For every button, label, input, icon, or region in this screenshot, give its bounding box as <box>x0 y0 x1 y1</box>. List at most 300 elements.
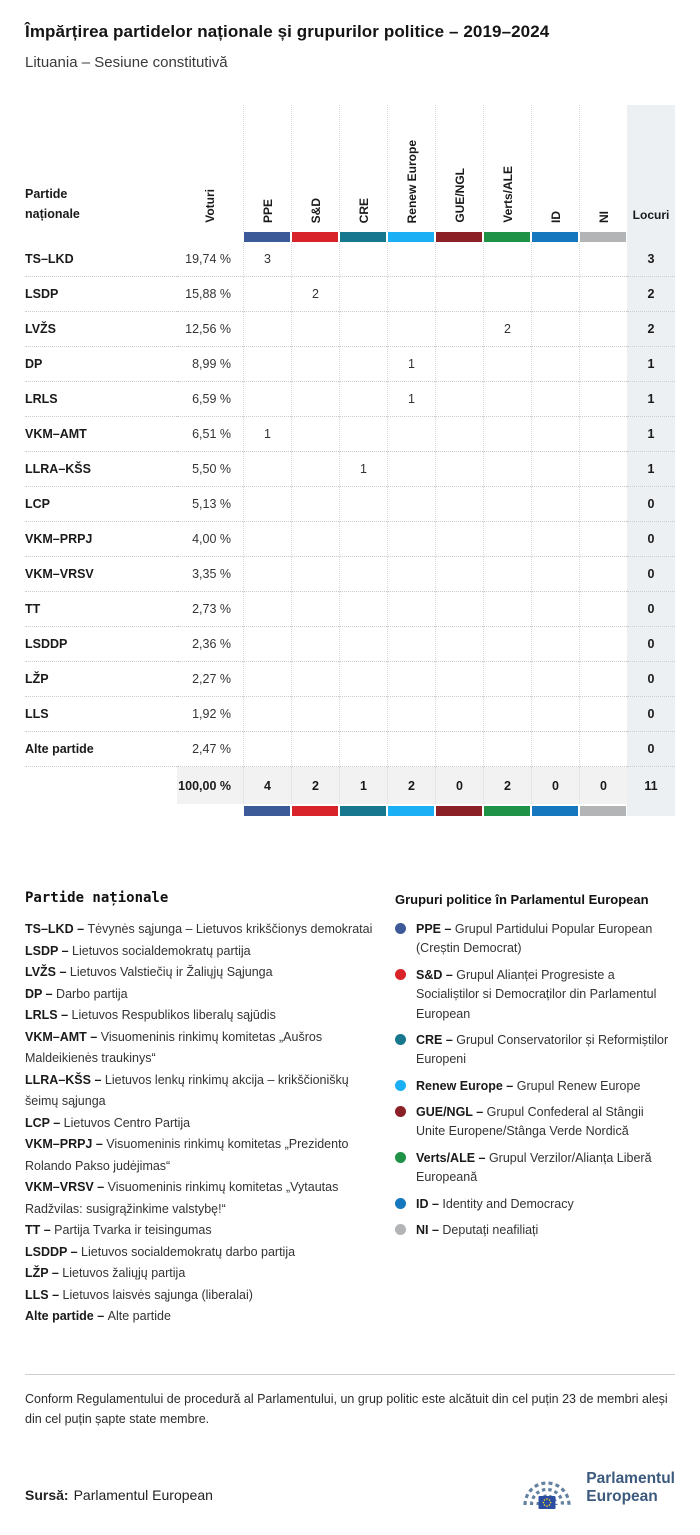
group-color-bar <box>484 806 530 816</box>
party-name-cell: LSDDP <box>25 627 177 662</box>
group-legend-item <box>395 1195 675 1214</box>
party-abbr: LCP – <box>25 1115 64 1130</box>
footnote: Conform Regulamentului de procedură al Parlamentului, un grup politic este alcătuit din cel puțin 23 de membri aleși din cel puțin șapte state membre. <box>25 1391 668 1426</box>
group-abbr: Renew Europe – <box>416 1078 517 1093</box>
total-group-seats-cell: 4 <box>243 767 291 804</box>
group-seats-cell <box>483 417 531 452</box>
votes-cell: 1,92 % <box>177 697 243 732</box>
party-legend-item <box>25 984 375 1006</box>
group-legend-item <box>395 1077 675 1096</box>
group-col-header <box>579 105 627 232</box>
group-seats-cell <box>243 557 291 592</box>
party-legend-item <box>25 919 375 941</box>
group-color-bar-wrap <box>531 806 579 816</box>
party-abbr: TT – <box>25 1223 55 1237</box>
party-abbr: DP – <box>25 986 57 1001</box>
seats-cell: 0 <box>627 627 675 662</box>
bar-spacer <box>177 806 243 816</box>
group-seats-cell <box>339 592 387 627</box>
group-seats-cell <box>483 557 531 592</box>
group-legend <box>395 890 675 1328</box>
group-full-name: Identity and Democracy <box>442 1196 574 1211</box>
group-seats-cell <box>291 312 339 347</box>
group-seats-cell <box>387 452 435 487</box>
votes-cell: 2,36 % <box>177 627 243 662</box>
group-seats-cell <box>531 277 579 312</box>
party-col-header-line: naționale <box>25 207 80 221</box>
party-abbr: LRLS – <box>25 1008 72 1022</box>
group-col-header-label: Renew Europe <box>404 139 419 223</box>
group-seats-cell <box>291 242 339 277</box>
group-seats-cell <box>531 557 579 592</box>
group-seats-cell <box>339 382 387 417</box>
group-seats-cell: 1 <box>387 347 435 382</box>
group-seats-cell <box>243 347 291 382</box>
group-color-bar <box>244 232 290 242</box>
group-seats-cell <box>579 312 627 347</box>
bar-spacer <box>177 232 243 242</box>
group-seats-cell <box>579 487 627 522</box>
total-group-seats-cell: 0 <box>435 767 483 804</box>
group-legend-item <box>395 1103 675 1142</box>
group-seats-cell <box>387 697 435 732</box>
ep-hemicycle-icon <box>516 1465 576 1511</box>
ep-logo-line2: European <box>586 1487 658 1505</box>
group-seats-cell <box>435 487 483 522</box>
group-seats-cell <box>579 697 627 732</box>
group-seats-cell <box>531 732 579 767</box>
group-seats-cell <box>339 417 387 452</box>
party-legend-item <box>25 1005 375 1027</box>
group-col-header-label: NI <box>596 211 611 223</box>
group-seats-cell <box>339 242 387 277</box>
group-seats-cell <box>243 627 291 662</box>
group-seats-cell <box>291 347 339 382</box>
party-name-cell: LŽP <box>25 662 177 697</box>
party-legend-item <box>25 1027 375 1070</box>
seats-cell: 0 <box>627 592 675 627</box>
seats-cell: 1 <box>627 347 675 382</box>
group-color-bar-wrap <box>291 232 339 242</box>
group-seats-cell <box>387 242 435 277</box>
group-color-bar-wrap <box>579 806 627 816</box>
total-spacer <box>25 767 177 804</box>
group-color-bar-wrap <box>339 232 387 242</box>
group-seats-cell <box>531 697 579 732</box>
group-color-bar <box>340 232 386 242</box>
group-color-bar <box>292 232 338 242</box>
group-color-bar <box>580 806 626 816</box>
group-seats-cell <box>291 557 339 592</box>
group-seats-cell <box>531 522 579 557</box>
group-seats-cell <box>291 697 339 732</box>
party-abbr: LLRA–KŠS – <box>25 1072 105 1087</box>
group-seats-cell <box>435 347 483 382</box>
group-legend-title: Grupuri politice în Parlamentul European <box>395 892 649 907</box>
votes-cell: 19,74 % <box>177 242 243 277</box>
group-seats-cell <box>243 312 291 347</box>
party-full-name: Visuomeninis rinkimų komitetas „Aušros Maldeikienės traukinys“ <box>25 1029 323 1065</box>
group-seats-cell <box>387 662 435 697</box>
party-legend <box>25 890 375 1328</box>
group-seats-cell <box>435 452 483 487</box>
party-full-name: Partija Tvarka ir teisingumas <box>54 1223 212 1237</box>
group-seats-cell: 3 <box>243 242 291 277</box>
group-full-name: Deputați neafiliați <box>442 1222 539 1237</box>
group-seats-cell <box>531 452 579 487</box>
group-seats-cell <box>483 627 531 662</box>
group-color-dot <box>395 1152 406 1163</box>
group-seats-cell <box>387 417 435 452</box>
group-seats-cell <box>387 522 435 557</box>
votes-cell: 15,88 % <box>177 277 243 312</box>
party-full-name: Darbo partija <box>56 986 128 1001</box>
group-legend-text <box>416 1221 538 1240</box>
group-seats-cell <box>243 487 291 522</box>
bar-spacer <box>25 232 177 242</box>
group-full-name: Grupul Alianței Progresiste a Socialiștilor si Democraților din Parlamentul European <box>416 967 657 1021</box>
group-legend-text <box>416 1195 574 1214</box>
group-legend-item <box>395 1149 675 1188</box>
group-seats-cell <box>339 662 387 697</box>
group-col-header <box>435 105 483 232</box>
group-abbr: GUE/NGL – <box>416 1105 487 1119</box>
group-col-header-label: GUE/NGL <box>452 168 467 223</box>
votes-cell: 6,59 % <box>177 382 243 417</box>
votes-cell: 5,50 % <box>177 452 243 487</box>
source-label: Sursă: <box>25 1486 69 1503</box>
group-seats-cell <box>579 557 627 592</box>
group-legend-item <box>395 920 675 959</box>
group-color-bar-wrap <box>435 806 483 816</box>
total-seats-cell: 11 <box>627 767 675 804</box>
group-seats-cell <box>579 242 627 277</box>
party-full-name: Lietuvos žaliųjų partija <box>62 1266 186 1280</box>
group-col-header-label: Verts/ALE <box>500 166 515 223</box>
party-col-header <box>25 105 177 232</box>
party-full-name: Lietuvos socialdemokratų darbo partija <box>81 1244 296 1259</box>
group-color-bar-wrap <box>243 232 291 242</box>
group-legend-item <box>395 1221 675 1240</box>
votes-cell: 3,35 % <box>177 557 243 592</box>
group-abbr: Verts/ALE – <box>416 1150 489 1165</box>
party-abbr: LVŽS – <box>25 965 70 979</box>
party-abbr: LSDP – <box>25 943 73 958</box>
group-color-bar-wrap <box>483 806 531 816</box>
party-legend-item <box>25 1242 375 1264</box>
party-full-name: Alte partide <box>107 1309 171 1323</box>
seats-cell: 0 <box>627 522 675 557</box>
party-legend-item <box>25 962 375 984</box>
group-full-name: Grupul Partidului Popular European (Creștin Democrat) <box>416 922 653 956</box>
group-seats-cell <box>339 487 387 522</box>
group-seats-cell <box>243 382 291 417</box>
group-seats-cell <box>531 417 579 452</box>
votes-cell: 4,00 % <box>177 522 243 557</box>
seats-cell: 0 <box>627 732 675 767</box>
ep-logo-line1: Parlamentul <box>586 1469 675 1487</box>
group-seats-cell <box>291 592 339 627</box>
group-seats-cell <box>435 592 483 627</box>
group-color-bar <box>532 806 578 816</box>
eu-flag-icon <box>539 1496 556 1509</box>
group-seats-cell <box>579 522 627 557</box>
group-seats-cell <box>291 662 339 697</box>
group-color-bar-wrap <box>579 232 627 242</box>
group-full-name: Grupul Conservatorilor și Reformiștilor Europeni <box>416 1032 669 1067</box>
group-col-header-label: CRE <box>356 197 371 223</box>
group-seats-cell <box>579 277 627 312</box>
seats-cell: 2 <box>627 312 675 347</box>
group-seats-cell <box>243 452 291 487</box>
ep-logo <box>516 1465 675 1511</box>
party-name-cell: VKM–PRPJ <box>25 522 177 557</box>
group-color-bar-wrap <box>387 232 435 242</box>
group-seats-cell <box>339 312 387 347</box>
seats-cell: 0 <box>627 697 675 732</box>
group-seats-cell <box>387 487 435 522</box>
bar-spacer <box>25 806 177 816</box>
votes-cell: 2,27 % <box>177 662 243 697</box>
source-line <box>25 1487 213 1511</box>
group-legend-text <box>416 1031 675 1070</box>
group-seats-cell <box>531 382 579 417</box>
group-seats-cell <box>387 312 435 347</box>
group-col-header <box>243 105 291 232</box>
party-full-name: Tėvynės sąjunga – Lietuvos krikščionys demokratai <box>87 922 373 936</box>
group-legend-text <box>416 1103 675 1142</box>
group-seats-cell <box>435 382 483 417</box>
group-color-bar <box>244 806 290 816</box>
group-color-bar <box>388 232 434 242</box>
group-seats-cell <box>483 697 531 732</box>
group-seats-cell <box>243 697 291 732</box>
group-seats-cell <box>243 732 291 767</box>
group-seats-cell <box>531 487 579 522</box>
bar-spacer <box>627 806 675 816</box>
party-legend-item <box>25 1220 375 1242</box>
seats-cell: 1 <box>627 417 675 452</box>
group-seats-cell <box>243 277 291 312</box>
group-color-bar-wrap <box>531 232 579 242</box>
party-abbr: VKM–PRPJ – <box>25 1137 107 1151</box>
group-full-name: Grupul Confederal al Stângii Unite Europene/Stânga Verde Nordică <box>416 1105 644 1139</box>
group-color-bar-wrap <box>291 806 339 816</box>
group-col-header-label: PPE <box>260 198 275 223</box>
party-name-cell: Alte partide <box>25 732 177 767</box>
group-seats-cell <box>339 697 387 732</box>
group-seats-cell <box>291 627 339 662</box>
group-color-bar <box>388 806 434 816</box>
party-col-header-line: Partide <box>25 187 68 201</box>
group-color-dot <box>395 1034 406 1045</box>
group-color-bar <box>532 232 578 242</box>
group-seats-cell <box>435 557 483 592</box>
group-seats-cell <box>339 557 387 592</box>
votes-cell: 2,73 % <box>177 592 243 627</box>
party-legend-item <box>25 1113 375 1135</box>
group-col-header <box>387 105 435 232</box>
party-name-cell: LLRA–KŠS <box>25 452 177 487</box>
group-seats-cell <box>291 487 339 522</box>
group-seats-cell <box>483 732 531 767</box>
group-seats-cell <box>483 242 531 277</box>
group-legend-item <box>395 966 675 1024</box>
group-abbr: S&D – <box>416 967 457 982</box>
ep-logo-text <box>586 1470 675 1506</box>
group-seats-cell <box>243 662 291 697</box>
total-group-seats-cell: 1 <box>339 767 387 804</box>
seats-cell: 0 <box>627 557 675 592</box>
group-seats-cell <box>435 277 483 312</box>
group-seats-cell <box>483 347 531 382</box>
party-abbr: VKM–VRSV – <box>25 1180 108 1194</box>
party-name-cell: TS–LKD <box>25 242 177 277</box>
group-color-bar <box>436 232 482 242</box>
group-seats-cell <box>483 452 531 487</box>
seats-cell: 0 <box>627 662 675 697</box>
seats-cell: 2 <box>627 277 675 312</box>
group-seats-cell <box>339 627 387 662</box>
group-legend-text <box>416 966 675 1024</box>
party-name-cell: LRLS <box>25 382 177 417</box>
total-group-seats-cell: 2 <box>291 767 339 804</box>
group-seats-cell <box>387 627 435 662</box>
party-abbr: Alte partide – <box>25 1309 108 1323</box>
party-abbr: TS–LKD – <box>25 922 88 936</box>
footer-divider <box>25 1374 675 1375</box>
total-group-seats-cell: 0 <box>579 767 627 804</box>
group-seats-cell <box>483 522 531 557</box>
group-seats-cell <box>435 627 483 662</box>
group-seats-cell: 2 <box>483 312 531 347</box>
party-legend-item <box>25 941 375 963</box>
group-legend-list <box>395 920 675 1240</box>
party-full-name: Visuomeninis rinkimų komitetas „Prezidento Rolando Pakso judėjimas“ <box>25 1137 349 1173</box>
group-seats-cell <box>339 277 387 312</box>
votes-cell: 12,56 % <box>177 312 243 347</box>
group-seats-cell <box>291 452 339 487</box>
group-seats-cell <box>243 592 291 627</box>
results-table <box>25 105 675 816</box>
group-seats-cell <box>339 347 387 382</box>
group-col-header <box>291 105 339 232</box>
group-color-dot <box>395 969 406 980</box>
votes-cell: 8,99 % <box>177 347 243 382</box>
group-seats-cell <box>435 697 483 732</box>
group-color-bar-wrap <box>483 232 531 242</box>
party-abbr: LŽP – <box>25 1266 63 1280</box>
party-name-cell: LVŽS <box>25 312 177 347</box>
group-seats-cell <box>339 522 387 557</box>
group-col-header-label: S&D <box>308 197 323 223</box>
group-seats-cell <box>579 732 627 767</box>
party-name-cell: LLS <box>25 697 177 732</box>
party-full-name: Lietuvos laisvės sąjunga (liberalai) <box>62 1287 253 1302</box>
group-color-bar <box>292 806 338 816</box>
seats-cell: 1 <box>627 382 675 417</box>
group-full-name: Grupul Verzilor/Alianța Liberă Europeană <box>416 1150 652 1185</box>
group-col-header <box>339 105 387 232</box>
party-abbr: LLS – <box>25 1287 63 1302</box>
group-color-bar <box>340 806 386 816</box>
total-group-seats-cell: 2 <box>483 767 531 804</box>
group-color-bar-wrap <box>387 806 435 816</box>
group-color-bar-wrap <box>339 806 387 816</box>
group-seats-cell <box>387 277 435 312</box>
group-seats-cell <box>531 347 579 382</box>
group-legend-text <box>416 920 675 959</box>
group-col-header-label: ID <box>548 211 563 223</box>
group-seats-cell <box>579 592 627 627</box>
party-legend-item <box>25 1306 375 1328</box>
group-seats-cell <box>339 732 387 767</box>
group-color-dot <box>395 923 406 934</box>
group-color-dot <box>395 1106 406 1117</box>
party-abbr: VKM–AMT – <box>25 1029 101 1044</box>
party-full-name: Lietuvos Valstiečių ir Žaliųjų Sąjunga <box>69 965 273 979</box>
total-group-seats-cell: 2 <box>387 767 435 804</box>
party-full-name: Lietuvos Centro Partija <box>63 1115 191 1130</box>
group-seats-cell <box>483 277 531 312</box>
group-legend-text <box>416 1149 675 1188</box>
group-seats-cell <box>483 487 531 522</box>
group-seats-cell <box>435 662 483 697</box>
party-legend-item <box>25 1134 375 1177</box>
group-seats-cell <box>435 312 483 347</box>
legend-section <box>25 890 675 1328</box>
group-seats-cell <box>579 627 627 662</box>
group-color-dot <box>395 1080 406 1091</box>
votes-col-header <box>177 105 243 232</box>
total-group-seats-cell: 0 <box>531 767 579 804</box>
party-name-cell: LCP <box>25 487 177 522</box>
group-seats-cell <box>483 382 531 417</box>
group-seats-cell: 1 <box>387 382 435 417</box>
group-seats-cell: 2 <box>291 277 339 312</box>
group-seats-cell <box>531 312 579 347</box>
bar-spacer <box>627 232 675 242</box>
group-seats-cell <box>435 732 483 767</box>
group-legend-item <box>395 1031 675 1070</box>
group-color-bar <box>436 806 482 816</box>
group-color-bar <box>580 232 626 242</box>
source-value: Parlamentul European <box>73 1486 213 1503</box>
group-seats-cell <box>387 557 435 592</box>
group-seats-cell <box>291 382 339 417</box>
footer-row <box>25 1465 675 1511</box>
group-seats-cell <box>435 242 483 277</box>
page-subtitle: Lituania – Sesiune constitutivă <box>25 54 228 71</box>
party-legend-item <box>25 1070 375 1113</box>
party-full-name: Lietuvos lenkų rinkimų akcija – krikščioniškų šeimų sąjunga <box>25 1072 349 1108</box>
party-legend-item <box>25 1263 375 1285</box>
group-seats-cell <box>579 452 627 487</box>
group-seats-cell <box>387 592 435 627</box>
votes-col-header-label: Voturi <box>203 189 217 223</box>
group-seats-cell <box>579 347 627 382</box>
party-name-cell: TT <box>25 592 177 627</box>
party-full-name: Lietuvos socialdemokratų partija <box>72 943 251 958</box>
party-legend-item <box>25 1177 375 1220</box>
group-color-dot <box>395 1224 406 1235</box>
party-full-name: Visuomeninis rinkimų komitetas „Vytautas Radžvilas: susigrąžinkime valstybę!“ <box>25 1180 339 1216</box>
group-color-dot <box>395 1198 406 1209</box>
party-name-cell: VKM–AMT <box>25 417 177 452</box>
votes-cell: 2,47 % <box>177 732 243 767</box>
party-full-name: Lietuvos Respublikos liberalų sąjūdis <box>71 1008 276 1022</box>
party-legend-item <box>25 1285 375 1307</box>
